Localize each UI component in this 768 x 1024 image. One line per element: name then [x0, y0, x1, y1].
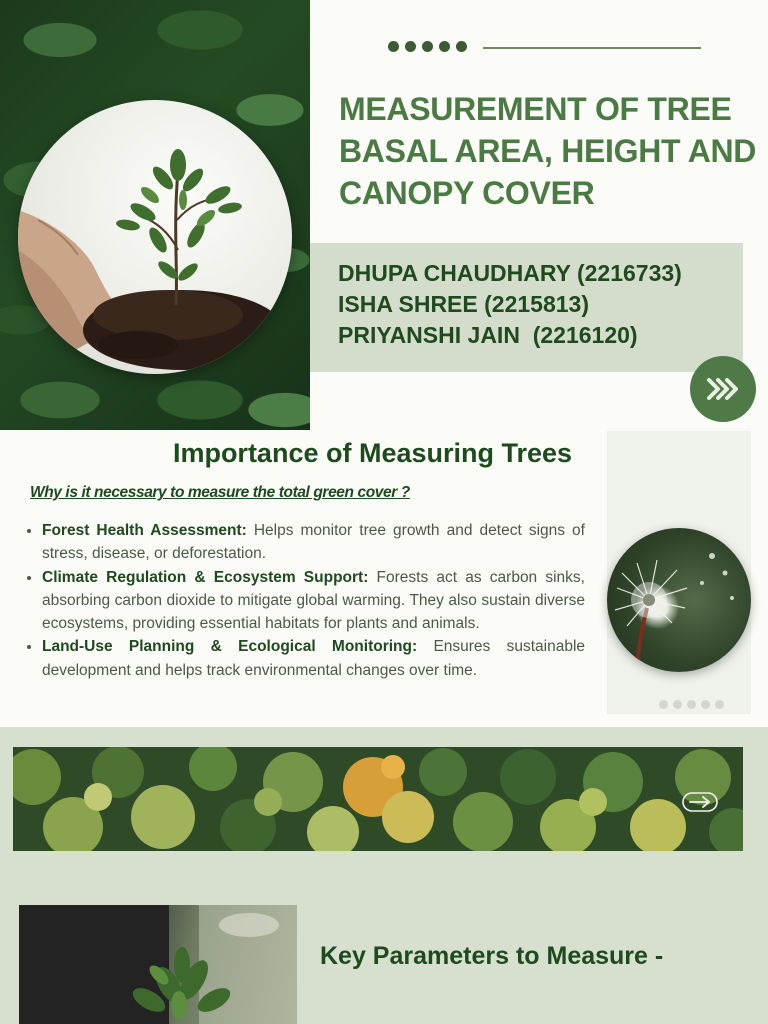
title-line-1: MEASUREMENT OF TREE — [339, 91, 732, 127]
item-term: Climate Regulation & Ecosystem Support: — [42, 568, 369, 586]
decorative-dots — [388, 41, 467, 52]
carousel-dots — [659, 700, 724, 709]
title-line-3: CANOPY COVER — [339, 175, 595, 211]
item-term: Forest Health Assessment: — [42, 522, 247, 539]
double-chevron-right-icon — [705, 377, 741, 401]
author-list — [338, 258, 682, 351]
author-3: PRIYANSHI JAIN (2216120) — [338, 322, 638, 348]
next-button[interactable] — [690, 356, 756, 422]
list-item — [42, 566, 585, 636]
author-1: DHUPA CHAUDHARY (2216733) — [338, 260, 682, 286]
item-description: Ensures sustainable development and helps track environmental changes over time. — [42, 638, 586, 679]
item-description: Helps monitor tree growth and detect signs of stress, disease, or deforestation. — [42, 522, 585, 563]
importance-heading: Importance of Measuring Trees — [172, 438, 573, 468]
list-item — [42, 635, 585, 682]
page-title — [339, 88, 764, 214]
item-term: Land-Use Planning & Ecological Monitoring: — [42, 638, 418, 656]
author-2: ISHA SHREE (2215813) — [338, 291, 589, 317]
dandelion-image — [607, 528, 751, 672]
sapling-in-hands-image — [18, 100, 292, 374]
importance-list — [20, 519, 585, 682]
item-description: Forests act as carbon sinks, absorbing carbon dioxide to mitigate global warming. They also sustain diverse ecosystems, providing essential habitats for plants and animals. — [42, 568, 585, 633]
plant-photo-image — [19, 905, 297, 1024]
title-line-2: BASAL AREA, HEIGHT AND — [339, 133, 757, 169]
forest-canopy-image — [13, 747, 743, 851]
list-item — [42, 519, 585, 566]
key-parameters-heading: Key Parameters to Measure - — [320, 942, 664, 970]
arrow-right-icon[interactable] — [682, 792, 718, 812]
question-text: Why is it necessary to measure the total green cover ? — [30, 484, 410, 501]
decorative-line — [483, 47, 701, 49]
